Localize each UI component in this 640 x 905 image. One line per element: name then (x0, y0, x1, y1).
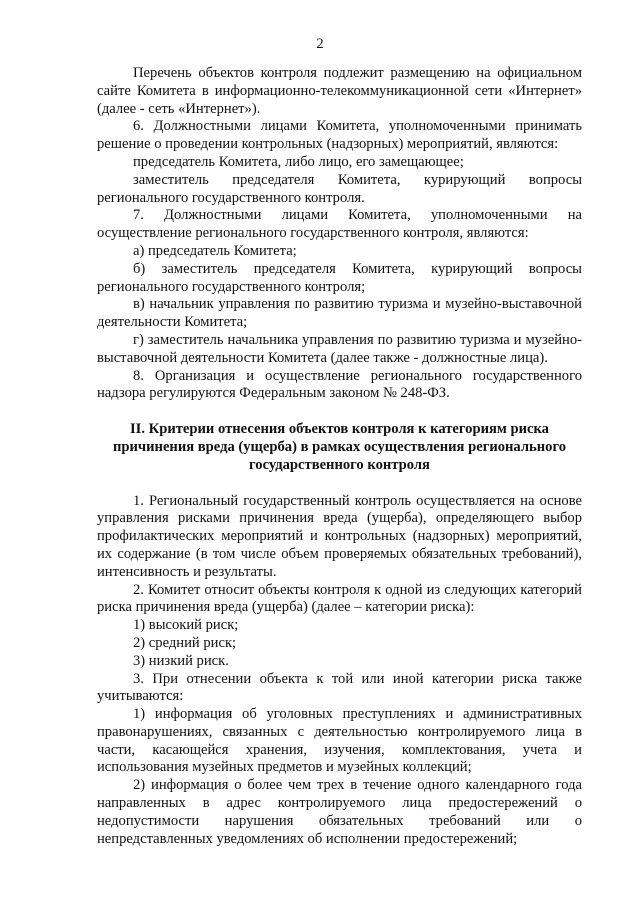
paragraph-7: 7. Должностными лицами Комитета, уполномоченными на осуществление регионального государственного контроля, являются: (97, 207, 582, 242)
paragraph-8: 8. Организация и осуществление регионального государственного надзора регулируются Федеральным законом № 248-ФЗ. (97, 367, 582, 402)
section-paragraph-3: 3. При отнесении объекта к той или иной категории риска также учитываются: (97, 670, 582, 705)
paragraph-7-item-v: в) начальник управления по развитию туризма и музейно-выставочной деятельности Комитета; (97, 296, 582, 331)
section-heading: II. Критерии отнесения объектов контроля к категориям риска причинения вреда (ущерба) в рамках осуществления регионального государственного контроля (112, 421, 567, 473)
section-paragraph-3-item-2: 2) информация о более чем трех в течение одного календарного года направленных в адрес контролируемого лица предостережений о недопустимости нарушения обязательных требований или о непредставленных уведомлениях об исполнении предостережений; (97, 777, 582, 847)
paragraph-6-item-2: заместитель председателя Комитета, курирующий вопросы регионального государственного контроля. (97, 171, 582, 206)
risk-category-low: 3) низкий риск. (133, 652, 229, 669)
section-paragraph-3-item-1: 1) информация об уголовных преступлениях и административных правонарушениях, связанных с деятельностью контролируемого лица в части, касающейся хранения, изучения, комплектования, учета и использования музейных предметов и музейных коллекций; (97, 706, 582, 776)
section-paragraph-1: 1. Региональный государственный контроль осуществляется на основе управления рисками причинения вреда (ущерба), определяющего выбор профилактических мероприятий и контрольных (надзорных) мероприятий, их содержание (в том числе объем проверяемых обязательных требований), интенсивность и результаты. (97, 492, 582, 580)
paragraph-6: 6. Должностными лицами Комитета, уполномоченными принимать решение о проведении контрольных (надзорных) мероприятий, являются: (97, 118, 582, 153)
paragraph-7-item-b: б) заместитель председателя Комитета, курирующий вопросы регионального государственного контроля; (97, 260, 582, 295)
paragraph-objects-list: Перечень объектов контроля подлежит размещению на официальном сайте Комитета в информационно-телекоммуникационной сети «Интернет» (далее - сеть «Интернет»). (97, 65, 582, 117)
page-number: 2 (316, 36, 324, 52)
paragraph-7-item-a: а) председатель Комитета; (133, 242, 297, 259)
document-body (97, 65, 582, 848)
risk-category-high: 1) высокий риск; (133, 617, 239, 634)
section-paragraph-2: 2. Комитет относит объекты контроля к одной из следующих категорий риска причинения вреда (ущерба) (далее – категории риска): (97, 581, 582, 616)
risk-category-medium: 2) средний риск; (133, 634, 237, 651)
paragraph-6-item-1: председатель Комитета, либо лицо, его замещающее; (133, 153, 464, 170)
paragraph-7-item-g: г) заместитель начальника управления по развитию туризма и музейно-выставочной деятельности Комитета (далее также - должностные лица). (97, 331, 582, 366)
